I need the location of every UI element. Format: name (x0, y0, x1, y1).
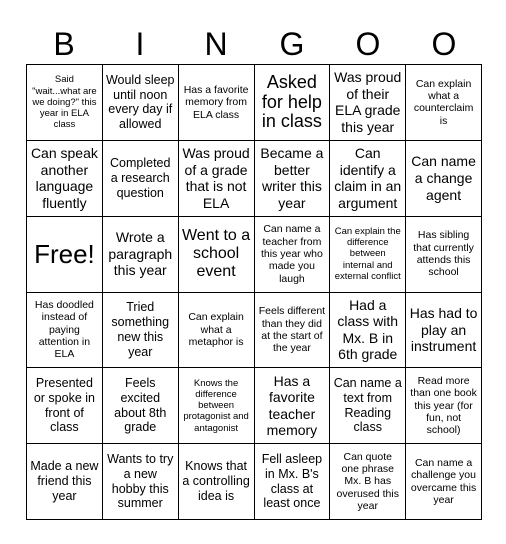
bingo-cell-r2c6[interactable]: Can name a change agent (406, 141, 482, 217)
bingo-cell-r3c5[interactable]: Can explain the difference between internal and external conflict (330, 217, 406, 293)
bingo-header (26, 26, 482, 62)
bingo-cell-r6c1[interactable]: Made a new friend this year (27, 444, 103, 520)
bingo-cell-r5c4[interactable]: Has a favorite teacher memory (255, 368, 331, 444)
bingo-cell-r3c2[interactable]: Wrote a paragraph this year (103, 217, 179, 293)
bingo-cell-r1c3[interactable]: Has a favorite memory from ELA class (179, 65, 255, 141)
bingo-cell-r1c6[interactable]: Can explain what a counterclaim is (406, 65, 482, 141)
bingo-cell-r2c3[interactable]: Was proud of a grade that is not ELA (179, 141, 255, 217)
bingo-cell-r6c6[interactable]: Can name a challenge you overcame this year (406, 444, 482, 520)
bingo-cell-r2c4[interactable]: Became a better writer this year (255, 141, 331, 217)
bingo-cell-r4c1[interactable]: Has doodled instead of paying attention in ELA (27, 293, 103, 369)
bingo-cell-r1c5[interactable]: Was proud of their ELA grade this year (330, 65, 406, 141)
bingo-cell-r1c2[interactable]: Would sleep until noon every day if allowed (103, 65, 179, 141)
header-letter-o-1: O (355, 26, 381, 62)
bingo-cell-r4c2[interactable]: Tried something new this year (103, 293, 179, 369)
bingo-cell-r5c2[interactable]: Feels excited about 8th grade (103, 368, 179, 444)
bingo-cell-r3c4[interactable]: Can name a teacher from this year who made you laugh (255, 217, 331, 293)
bingo-cell-r1c1[interactable]: Said "wait...what are we doing?" this year in ELA class (27, 65, 103, 141)
bingo-cell-r5c5[interactable]: Can name a text from Reading class (330, 368, 406, 444)
bingo-cell-r6c2[interactable]: Wants to try a new hobby this summer (103, 444, 179, 520)
bingo-cell-r4c6[interactable]: Has had to play an instrument (406, 293, 482, 369)
bingo-cell-free[interactable]: Free! (27, 217, 103, 293)
header-letter-o-2: O (431, 26, 457, 62)
header-letter-g: G (279, 26, 305, 62)
bingo-cell-r5c3[interactable]: Knows the difference between protagonist and antagonist (179, 368, 255, 444)
bingo-cell-r2c5[interactable]: Can identify a claim in an argument (330, 141, 406, 217)
header-letter-b: B (53, 26, 75, 62)
bingo-cell-r6c3[interactable]: Knows that a controlling idea is (179, 444, 255, 520)
bingo-cell-r5c1[interactable]: Presented or spoke in front of class (27, 368, 103, 444)
bingo-cell-r2c1[interactable]: Can speak another language fluently (27, 141, 103, 217)
bingo-cell-r3c6[interactable]: Has sibling that currently attends this school (406, 217, 482, 293)
bingo-cell-r1c4[interactable]: Asked for help in class (255, 65, 331, 141)
bingo-cell-r3c3[interactable]: Went to a school event (179, 217, 255, 293)
bingo-board (26, 64, 482, 520)
bingo-cell-r6c5[interactable]: Can quote one phrase Mx. B has overused this year (330, 444, 406, 520)
bingo-cell-r2c2[interactable]: Completed a research question (103, 141, 179, 217)
header-letter-i: I (135, 26, 145, 62)
bingo-cell-r4c3[interactable]: Can explain what a metaphor is (179, 293, 255, 369)
header-letter-n: N (204, 26, 228, 62)
bingo-cell-r6c4[interactable]: Fell asleep in Mx. B's class at least once (255, 444, 331, 520)
bingo-cell-r4c5[interactable]: Had a class with Mx. B in 6th grade (330, 293, 406, 369)
bingo-cell-r5c6[interactable]: Read more than one book this year (for fun, not school) (406, 368, 482, 444)
bingo-cell-r4c4[interactable]: Feels different than they did at the start of the year (255, 293, 331, 369)
